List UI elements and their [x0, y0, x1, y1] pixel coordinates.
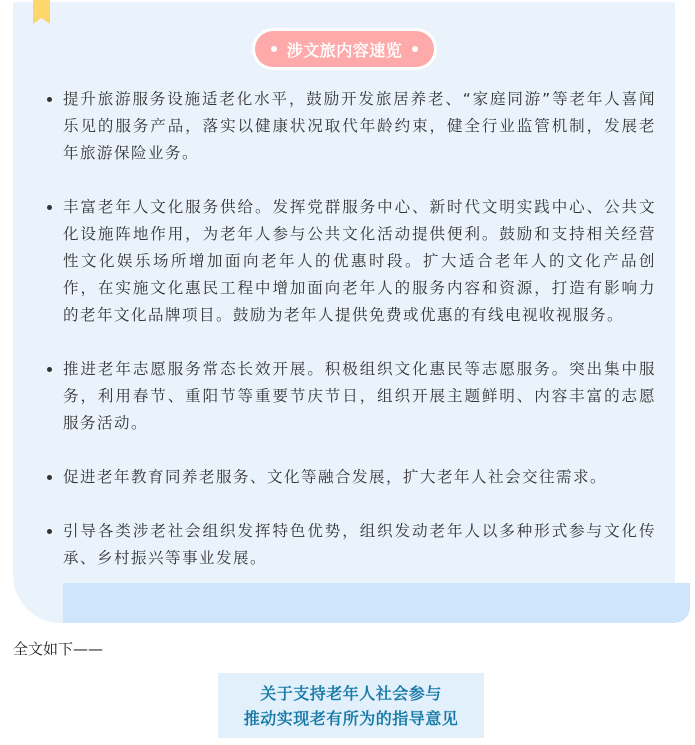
- list-item-text: 促进老年教育同养老服务、文化等融合发展，扩大老年人社会交往需求。: [63, 468, 608, 486]
- list-item-text: 提升旅游服务设施适老化水平，鼓励开发旅居养老、“家庭同游”等老年人喜闻乐见的服务产品，落实以健康状况取代年龄约束，健全行业监管机制，发展老年旅游保险业务。: [63, 90, 656, 162]
- document-title-line-1: 关于支持老年人社会参与: [260, 683, 442, 703]
- list-item: [46, 464, 656, 491]
- list-item: [46, 356, 656, 437]
- list-item: [46, 518, 656, 572]
- dot-icon: [271, 46, 277, 52]
- summary-list: [46, 86, 656, 599]
- list-item-text: 推进老年志愿服务常态长效开展。积极组织文化惠民等志愿服务。突出集中服务，利用春节、重阳节等重要节庆节日，组织开展主题鲜明、内容丰富的志愿服务活动。: [63, 360, 656, 432]
- bullet-icon: [47, 205, 52, 210]
- list-item-text: 丰富老年人文化服务供给。发挥党群服务中心、新时代文明实践中心、公共文化设施阵地作用，为老年人参与公共文化活动提供便利。鼓励和支持相关经营性文化娱乐场所增加面向老年人的优惠时段。扩大适合老年人的文化产品创作，在实施文化惠民工程中增加面向老年人的服务内容和资源，打造有影响力的老年文化品牌项目。鼓励为老年人提供免费或优惠的有线电视收视服务。: [63, 198, 656, 324]
- document-title-box: [218, 673, 484, 738]
- list-item: [46, 86, 656, 167]
- dot-icon: [412, 46, 418, 52]
- document-title-line-2: 推动实现老有所为的指导意见: [243, 708, 459, 728]
- bullet-icon: [47, 97, 52, 102]
- list-item-text: 引导各类涉老社会组织发挥特色优势，组织发动老年人以多种形式参与文化传承、乡村振兴等事业发展。: [63, 522, 656, 567]
- list-item: [46, 194, 656, 329]
- bullet-icon: [47, 475, 52, 480]
- intro-text: 全文如下——: [13, 640, 104, 658]
- bullet-icon: [47, 367, 52, 372]
- section-badge: [252, 28, 437, 70]
- section-badge-label: 涉文旅内容速览: [286, 40, 403, 60]
- bullet-icon: [47, 529, 52, 534]
